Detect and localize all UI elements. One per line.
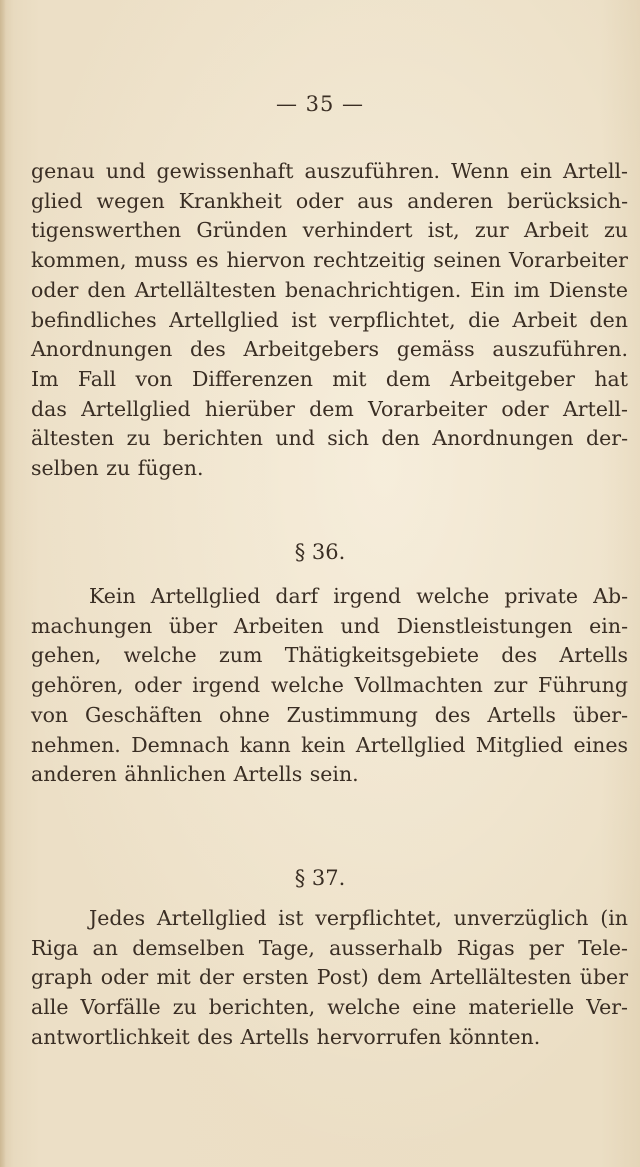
- section-36-paragraph: [31, 582, 628, 790]
- text-line: gehen, welche zum Thätigkeitsgebiete des Artells: [31, 643, 628, 668]
- text-line: Riga an demselben Tage, ausserhalb Rigas per Tele-: [31, 935, 628, 960]
- text-line: selben zu fügen.: [31, 456, 204, 481]
- text-line: Anordnungen des Arbeitgebers gemäss auszuführen.: [31, 337, 628, 362]
- text-line: alle Vorfälle zu berichten, welche eine materielle Ver-: [31, 995, 628, 1020]
- text-line: kommen, muss es hiervon rechtzeitig seinen Vorarbeiter: [31, 248, 628, 273]
- text-line: Kein Artellglied darf irgend welche private Ab-: [89, 584, 628, 608]
- paragraph-continuation: [31, 157, 628, 484]
- text-line: machungen über Arbeiten und Dienstleistungen ein-: [31, 613, 628, 638]
- section-heading-36: § 36.: [294, 540, 346, 564]
- page-binding-edge: [0, 0, 6, 1167]
- text-line: anderen ähnlichen Artells sein.: [31, 762, 359, 787]
- text-line: ältesten zu berichten und sich den Anordnungen der-: [31, 426, 628, 451]
- text-line: das Artellglied hierüber dem Vorarbeiter oder Artell-: [31, 396, 628, 421]
- text-line: genau und gewissenhaft auszuführen. Wenn ein Artell-: [31, 159, 628, 183]
- section-37-paragraph: [31, 904, 628, 1053]
- text-line: Im Fall von Differenzen mit dem Arbeitgeber hat: [31, 366, 628, 391]
- text-line: Jedes Artellglied ist verpflichtet, unverzüglich (in: [89, 906, 628, 930]
- text-line: befindliches Artellglied ist verpflichtet, die Arbeit den: [31, 307, 628, 332]
- text-line: graph oder mit der ersten Post) dem Artellältesten über: [31, 965, 628, 990]
- text-line: nehmen. Demnach kann kein Artellglied Mitglied eines: [31, 732, 628, 757]
- text-line: oder den Artellältesten benachrichtigen. Ein im Dienste: [31, 277, 628, 302]
- section-heading-37: § 37.: [294, 866, 346, 890]
- text-line: antwortlichkeit des Artells hervorrufen könnten.: [31, 1024, 541, 1049]
- text-line: tigenswerthen Gründen verhindert ist, zur Arbeit zu: [31, 218, 628, 243]
- page-number: — 35 —: [275, 92, 365, 116]
- text-line: von Geschäften ohne Zustimmung des Artells über-: [31, 702, 628, 727]
- text-line: gehören, oder irgend welche Vollmachten zur Führung: [31, 673, 628, 698]
- text-line: glied wegen Krankheit oder aus anderen berücksich-: [31, 188, 628, 213]
